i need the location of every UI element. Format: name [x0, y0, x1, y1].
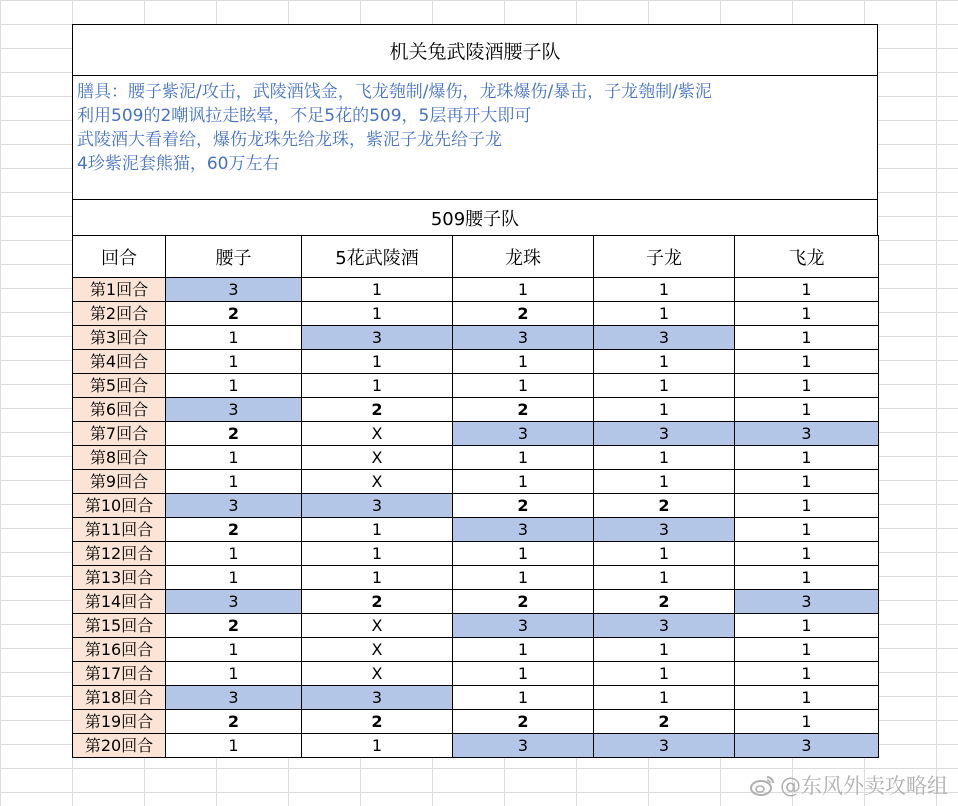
table-row — [73, 470, 879, 494]
table-row — [73, 518, 879, 542]
table-row — [73, 710, 879, 734]
note-line: 膳具：腰子紫泥/攻击，武陵酒饯金，飞龙匏制/爆伤，龙珠爆伤/暴击，子龙匏制/紫泥 — [77, 82, 712, 102]
value-cell[interactable]: 3 — [453, 614, 594, 638]
table-row — [73, 446, 879, 470]
value-cell[interactable]: X — [302, 638, 453, 662]
value-cell[interactable]: 1 — [453, 278, 594, 302]
value-cell[interactable]: 1 — [166, 662, 302, 686]
value-cell[interactable]: 1 — [453, 350, 594, 374]
table-row — [73, 278, 879, 302]
table-row — [73, 614, 879, 638]
header-cell[interactable]: 飞龙 — [735, 236, 879, 278]
value-cell[interactable]: 1 — [594, 398, 735, 422]
value-cell[interactable]: 1 — [166, 566, 302, 590]
rotation-table — [72, 235, 879, 758]
value-cell[interactable]: 2 — [166, 518, 302, 542]
round-cell[interactable]: 第11回合 — [73, 518, 166, 542]
value-cell[interactable]: 1 — [166, 734, 302, 758]
value-cell[interactable]: 1 — [735, 566, 879, 590]
spreadsheet-table — [72, 24, 878, 758]
value-cell[interactable]: 1 — [735, 638, 879, 662]
round-cell[interactable]: 第1回合 — [73, 278, 166, 302]
value-cell[interactable]: 3 — [735, 734, 879, 758]
value-cell[interactable]: X — [302, 614, 453, 638]
value-cell[interactable]: 1 — [735, 614, 879, 638]
value-cell[interactable]: 1 — [302, 566, 453, 590]
table-row — [73, 662, 879, 686]
value-cell[interactable]: 1 — [302, 350, 453, 374]
value-cell[interactable]: 3 — [453, 518, 594, 542]
value-cell[interactable]: 3 — [453, 326, 594, 350]
round-cell[interactable]: 第9回合 — [73, 470, 166, 494]
round-cell[interactable]: 第12回合 — [73, 542, 166, 566]
watermark — [750, 770, 948, 800]
value-cell[interactable]: 1 — [735, 446, 879, 470]
value-cell[interactable]: 1 — [735, 302, 879, 326]
value-cell[interactable]: 2 — [453, 302, 594, 326]
value-cell[interactable]: 3 — [302, 686, 453, 710]
value-cell[interactable]: X — [302, 470, 453, 494]
value-cell[interactable]: 3 — [594, 422, 735, 446]
value-cell[interactable]: 1 — [166, 326, 302, 350]
value-cell[interactable]: 1 — [594, 350, 735, 374]
notes-cell[interactable] — [72, 75, 878, 199]
note-line: 武陵酒大看着给，爆伤龙珠先给龙珠，紫泥子龙先给子龙 — [77, 130, 502, 150]
header-cell[interactable]: 回合 — [73, 236, 166, 278]
table-row — [73, 326, 879, 350]
table-row — [73, 638, 879, 662]
table-row — [73, 398, 879, 422]
value-cell[interactable]: 2 — [302, 710, 453, 734]
value-cell[interactable]: 3 — [166, 278, 302, 302]
value-cell[interactable]: 2 — [594, 710, 735, 734]
value-cell[interactable]: 1 — [453, 638, 594, 662]
value-cell[interactable]: 1 — [453, 686, 594, 710]
value-cell[interactable]: X — [302, 422, 453, 446]
value-cell[interactable]: 3 — [166, 398, 302, 422]
value-cell[interactable]: 2 — [302, 398, 453, 422]
value-cell[interactable]: 1 — [453, 470, 594, 494]
table-row — [73, 686, 879, 710]
value-cell[interactable]: 1 — [735, 350, 879, 374]
value-cell[interactable]: 1 — [594, 638, 735, 662]
note-line: 4珍紫泥套熊猫，60万左右 — [77, 154, 280, 174]
round-cell[interactable]: 第3回合 — [73, 326, 166, 350]
note-line: 利用509的2嘲讽拉走眩晕，不足5花的509，5层再开大即可 — [77, 106, 532, 126]
value-cell[interactable]: 3 — [594, 518, 735, 542]
header-cell[interactable]: 腰子 — [166, 236, 302, 278]
value-cell[interactable]: 2 — [166, 302, 302, 326]
value-cell[interactable]: 1 — [166, 638, 302, 662]
value-cell[interactable]: 1 — [735, 518, 879, 542]
value-cell[interactable]: 1 — [594, 566, 735, 590]
round-cell[interactable]: 第14回合 — [73, 590, 166, 614]
round-cell[interactable]: 第6回合 — [73, 398, 166, 422]
value-cell[interactable]: 1 — [594, 662, 735, 686]
value-cell[interactable]: 1 — [453, 446, 594, 470]
value-cell[interactable]: 1 — [166, 350, 302, 374]
header-cell[interactable]: 5花武陵酒 — [302, 236, 453, 278]
value-cell[interactable]: 3 — [166, 686, 302, 710]
value-cell[interactable]: 1 — [453, 374, 594, 398]
table-row — [73, 734, 879, 758]
value-cell[interactable]: 1 — [302, 374, 453, 398]
value-cell[interactable]: 3 — [166, 494, 302, 518]
value-cell[interactable]: 2 — [302, 590, 453, 614]
value-cell[interactable]: 1 — [453, 662, 594, 686]
value-cell[interactable]: 1 — [735, 398, 879, 422]
round-cell[interactable]: 第19回合 — [73, 710, 166, 734]
value-cell[interactable]: 1 — [166, 470, 302, 494]
table-row — [73, 542, 879, 566]
value-cell[interactable]: 3 — [166, 590, 302, 614]
round-cell[interactable]: 第15回合 — [73, 614, 166, 638]
sheet-title[interactable]: 机关兔武陵酒腰子队 — [72, 24, 878, 75]
value-cell[interactable]: 1 — [735, 278, 879, 302]
value-cell[interactable]: 2 — [166, 710, 302, 734]
round-cell[interactable]: 第20回合 — [73, 734, 166, 758]
value-cell[interactable]: 2 — [453, 494, 594, 518]
value-cell[interactable]: 2 — [453, 590, 594, 614]
value-cell[interactable]: 2 — [594, 494, 735, 518]
value-cell[interactable]: 3 — [735, 422, 879, 446]
value-cell[interactable]: 1 — [594, 302, 735, 326]
value-cell[interactable]: 3 — [453, 422, 594, 446]
value-cell[interactable]: 1 — [594, 374, 735, 398]
value-cell[interactable]: 1 — [302, 542, 453, 566]
value-cell[interactable]: 2 — [594, 590, 735, 614]
value-cell[interactable]: 1 — [735, 662, 879, 686]
round-cell[interactable]: 第17回合 — [73, 662, 166, 686]
value-cell[interactable]: 1 — [594, 278, 735, 302]
value-cell[interactable]: 2 — [166, 614, 302, 638]
team-subtitle[interactable]: 509腰子队 — [72, 199, 878, 235]
round-cell[interactable]: 第16回合 — [73, 638, 166, 662]
header-row — [73, 236, 879, 278]
value-cell[interactable]: 1 — [453, 542, 594, 566]
value-cell[interactable]: 1 — [594, 446, 735, 470]
value-cell[interactable]: 1 — [735, 374, 879, 398]
round-cell[interactable]: 第8回合 — [73, 446, 166, 470]
value-cell[interactable]: 1 — [302, 734, 453, 758]
value-cell[interactable]: 1 — [302, 278, 453, 302]
value-cell[interactable]: 1 — [735, 686, 879, 710]
value-cell[interactable]: 2 — [453, 398, 594, 422]
value-cell[interactable]: 3 — [594, 326, 735, 350]
value-cell[interactable]: 3 — [594, 734, 735, 758]
round-cell[interactable]: 第18回合 — [73, 686, 166, 710]
value-cell[interactable]: 1 — [302, 518, 453, 542]
round-cell[interactable]: 第7回合 — [73, 422, 166, 446]
round-cell[interactable]: 第4回合 — [73, 350, 166, 374]
table-row — [73, 374, 879, 398]
table-row — [73, 566, 879, 590]
round-cell[interactable]: 第2回合 — [73, 302, 166, 326]
value-cell[interactable]: 1 — [735, 542, 879, 566]
value-cell[interactable]: 1 — [166, 542, 302, 566]
table-row — [73, 494, 879, 518]
value-cell[interactable]: 1 — [302, 302, 453, 326]
round-cell[interactable]: 第13回合 — [73, 566, 166, 590]
value-cell[interactable]: 2 — [453, 710, 594, 734]
table-row — [73, 302, 879, 326]
value-cell[interactable]: X — [302, 446, 453, 470]
round-cell[interactable]: 第10回合 — [73, 494, 166, 518]
value-cell[interactable]: 3 — [453, 734, 594, 758]
value-cell[interactable]: 2 — [166, 422, 302, 446]
weibo-icon — [750, 774, 776, 796]
value-cell[interactable]: 1 — [735, 710, 879, 734]
value-cell[interactable]: 1 — [594, 686, 735, 710]
value-cell[interactable]: 3 — [302, 494, 453, 518]
table-row — [73, 590, 879, 614]
value-cell[interactable]: 1 — [594, 470, 735, 494]
value-cell[interactable]: X — [302, 662, 453, 686]
table-row — [73, 422, 879, 446]
value-cell[interactable]: 1 — [594, 542, 735, 566]
header-cell[interactable]: 龙珠 — [453, 236, 594, 278]
value-cell[interactable]: 1 — [735, 494, 879, 518]
value-cell[interactable]: 1 — [166, 374, 302, 398]
value-cell[interactable]: 1 — [453, 566, 594, 590]
header-cell[interactable]: 子龙 — [594, 236, 735, 278]
value-cell[interactable]: 3 — [594, 614, 735, 638]
value-cell[interactable]: 1 — [166, 446, 302, 470]
value-cell[interactable]: 1 — [735, 470, 879, 494]
value-cell[interactable]: 1 — [735, 326, 879, 350]
value-cell[interactable]: 3 — [735, 590, 879, 614]
value-cell[interactable]: 3 — [302, 326, 453, 350]
table-row — [73, 350, 879, 374]
watermark-text: @东风外卖攻略组 — [780, 774, 948, 798]
round-cell[interactable]: 第5回合 — [73, 374, 166, 398]
